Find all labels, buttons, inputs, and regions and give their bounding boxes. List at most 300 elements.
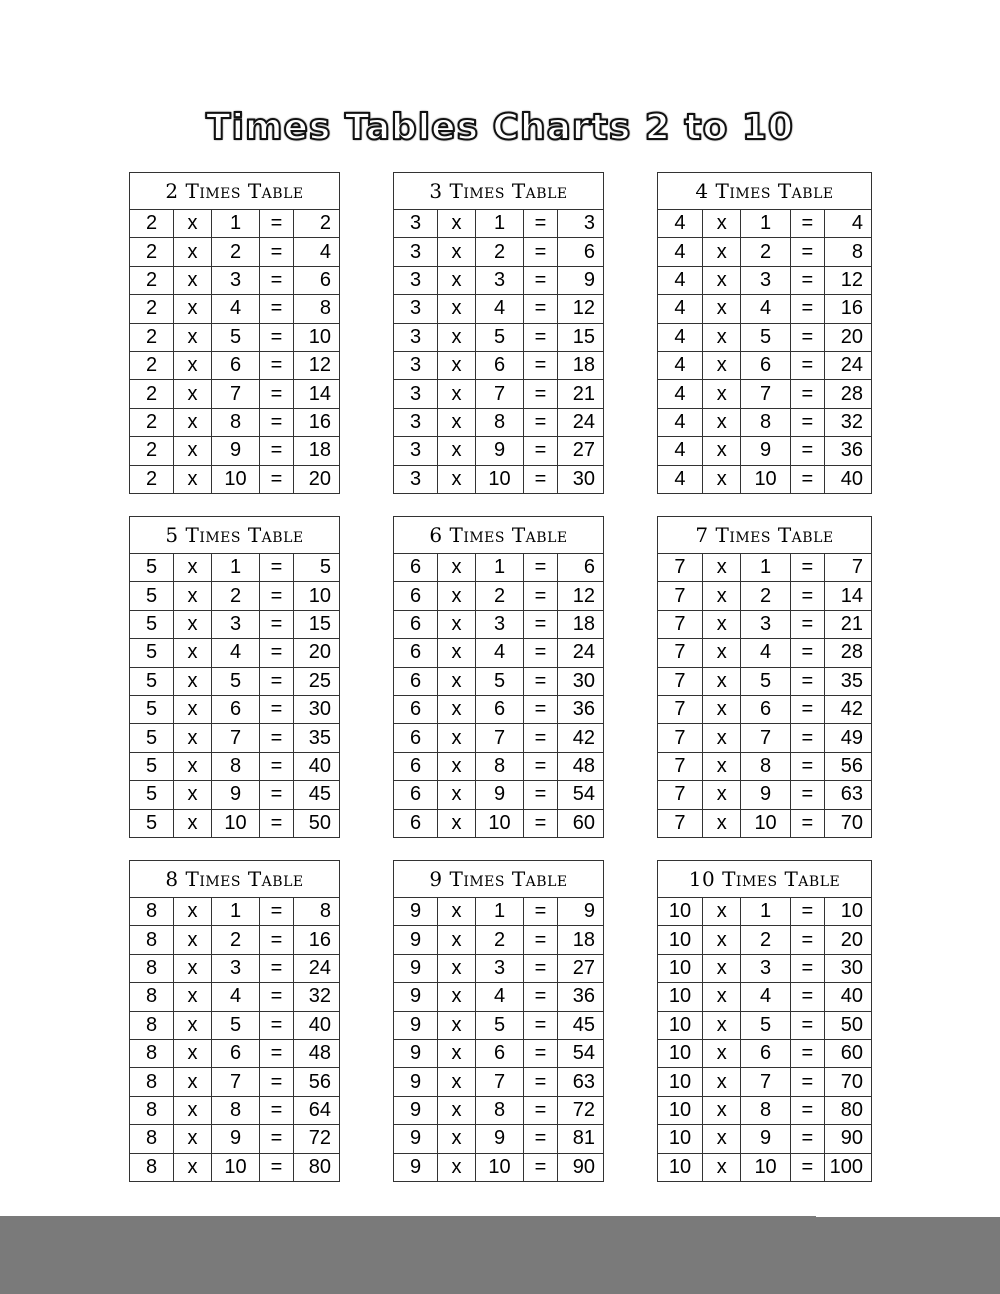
times-sign-cell: x (702, 1096, 741, 1124)
product-cell: 10 (824, 898, 871, 926)
multiplier-cell: 8 (741, 408, 790, 436)
multiplicand-cell: 3 (394, 408, 438, 436)
table-row (394, 809, 604, 837)
equals-sign-cell: = (524, 639, 558, 667)
table-row (394, 210, 604, 238)
equals-sign-cell: = (524, 983, 558, 1011)
multiplicand-cell: 9 (394, 983, 438, 1011)
multiplier-cell: 2 (475, 582, 523, 610)
equals-sign-cell: = (524, 266, 558, 294)
table-title: 4 Times Table (658, 173, 872, 210)
multiplier-cell: 3 (211, 266, 259, 294)
multiplier-cell: 3 (475, 954, 523, 982)
table-row (394, 1153, 604, 1181)
times-sign-cell: x (438, 667, 476, 695)
multiplicand-cell: 2 (130, 408, 174, 436)
times-sign-cell: x (702, 926, 741, 954)
times-sign-cell: x (174, 983, 212, 1011)
table-row (130, 983, 340, 1011)
table-row (394, 238, 604, 266)
equals-sign-cell: = (524, 1153, 558, 1181)
multiplicand-cell: 7 (658, 695, 703, 723)
product-cell: 4 (824, 210, 871, 238)
table-row (394, 724, 604, 752)
product-cell: 30 (824, 954, 871, 982)
product-cell: 63 (824, 781, 871, 809)
table-row (394, 781, 604, 809)
times-sign-cell: x (702, 954, 741, 982)
multiplier-cell: 9 (741, 781, 790, 809)
multiplier-cell: 9 (211, 1125, 259, 1153)
equals-sign-cell: = (790, 639, 824, 667)
product-cell: 21 (824, 610, 871, 638)
product-cell: 48 (293, 1039, 339, 1067)
equals-sign-cell: = (790, 210, 824, 238)
multiplier-cell: 8 (211, 1096, 259, 1124)
table-row (130, 295, 340, 323)
equals-sign-cell: = (790, 752, 824, 780)
multiplier-cell: 6 (741, 351, 790, 379)
times-sign-cell: x (702, 724, 741, 752)
multiplicand-cell: 5 (130, 554, 174, 582)
table-row (658, 781, 872, 809)
table-row (130, 667, 340, 695)
table-title: 8 Times Table (130, 861, 340, 898)
multiplicand-cell: 9 (394, 1096, 438, 1124)
times-sign-cell: x (702, 1039, 741, 1067)
equals-sign-cell: = (790, 1096, 824, 1124)
table-row (130, 898, 340, 926)
table-row (130, 465, 340, 493)
equals-sign-cell: = (524, 238, 558, 266)
multiplicand-cell: 7 (658, 610, 703, 638)
equals-sign-cell: = (524, 781, 558, 809)
table-row (658, 238, 872, 266)
product-cell: 8 (293, 898, 339, 926)
times-sign-cell: x (702, 898, 741, 926)
multiplier-cell: 2 (211, 238, 259, 266)
table-row (394, 1125, 604, 1153)
multiplier-cell: 4 (475, 295, 523, 323)
table-row (658, 610, 872, 638)
table-row (658, 667, 872, 695)
equals-sign-cell: = (260, 695, 294, 723)
table-row (394, 926, 604, 954)
multiplicand-cell: 4 (658, 351, 703, 379)
times-sign-cell: x (702, 1125, 741, 1153)
multiplier-cell: 7 (211, 1068, 259, 1096)
product-cell: 60 (557, 809, 603, 837)
multiplicand-cell: 6 (394, 781, 438, 809)
multiplier-cell: 5 (211, 667, 259, 695)
equals-sign-cell: = (260, 554, 294, 582)
multiplicand-cell: 10 (658, 1153, 703, 1181)
multiplier-cell: 3 (741, 954, 790, 982)
multiplicand-cell: 2 (130, 437, 174, 465)
table-row (394, 610, 604, 638)
times-sign-cell: x (174, 724, 212, 752)
multiplicand-cell: 10 (658, 1096, 703, 1124)
table-row (130, 954, 340, 982)
equals-sign-cell: = (524, 724, 558, 752)
multiplicand-cell: 4 (658, 323, 703, 351)
multiplicand-cell: 6 (394, 582, 438, 610)
times-sign-cell: x (174, 1039, 212, 1067)
times-sign-cell: x (174, 437, 212, 465)
times-sign-cell: x (438, 437, 476, 465)
table-row (658, 380, 872, 408)
multiplier-cell: 10 (211, 465, 259, 493)
multiplier-cell: 8 (741, 1096, 790, 1124)
multiplier-cell: 7 (211, 380, 259, 408)
multiplicand-cell: 6 (394, 639, 438, 667)
multiplier-cell: 4 (741, 295, 790, 323)
times-sign-cell: x (702, 639, 741, 667)
table-row (658, 295, 872, 323)
times-sign-cell: x (438, 752, 476, 780)
equals-sign-cell: = (524, 582, 558, 610)
multiplier-cell: 10 (475, 465, 523, 493)
equals-sign-cell: = (524, 752, 558, 780)
multiplier-cell: 10 (741, 1153, 790, 1181)
multiplier-cell: 5 (475, 323, 523, 351)
product-cell: 16 (824, 295, 871, 323)
times-sign-cell: x (174, 1068, 212, 1096)
table-row (394, 408, 604, 436)
multiplier-cell: 1 (741, 898, 790, 926)
equals-sign-cell: = (260, 667, 294, 695)
equals-sign-cell: = (790, 1125, 824, 1153)
table-row (130, 437, 340, 465)
multiplicand-cell: 4 (658, 266, 703, 294)
footer-bar (0, 1216, 1000, 1294)
table-row (394, 465, 604, 493)
multiplier-cell: 6 (211, 351, 259, 379)
multiplicand-cell: 10 (658, 1068, 703, 1096)
product-cell: 12 (293, 351, 339, 379)
times-sign-cell: x (702, 408, 741, 436)
multiplicand-cell: 4 (658, 465, 703, 493)
product-cell: 12 (557, 295, 603, 323)
table-row (130, 266, 340, 294)
product-cell: 72 (293, 1125, 339, 1153)
equals-sign-cell: = (790, 610, 824, 638)
times-sign-cell: x (438, 639, 476, 667)
multiplicand-cell: 3 (394, 380, 438, 408)
times-sign-cell: x (438, 408, 476, 436)
equals-sign-cell: = (790, 437, 824, 465)
product-cell: 27 (557, 437, 603, 465)
times-sign-cell: x (438, 238, 476, 266)
multiplicand-cell: 8 (130, 954, 174, 982)
multiplicand-cell: 3 (394, 323, 438, 351)
multiplicand-cell: 9 (394, 1125, 438, 1153)
product-cell: 81 (557, 1125, 603, 1153)
times-sign-cell: x (702, 437, 741, 465)
multiplicand-cell: 5 (130, 752, 174, 780)
multiplier-cell: 4 (475, 983, 523, 1011)
equals-sign-cell: = (260, 610, 294, 638)
multiplicand-cell: 9 (394, 954, 438, 982)
equals-sign-cell: = (790, 1039, 824, 1067)
multiplier-cell: 2 (211, 926, 259, 954)
times-sign-cell: x (174, 1011, 212, 1039)
equals-sign-cell: = (260, 983, 294, 1011)
times-sign-cell: x (702, 809, 741, 837)
equals-sign-cell: = (790, 724, 824, 752)
product-cell: 2 (293, 210, 339, 238)
table-row (658, 351, 872, 379)
equals-sign-cell: = (524, 926, 558, 954)
multiplier-cell: 10 (741, 809, 790, 837)
product-cell: 12 (557, 582, 603, 610)
table-row (658, 266, 872, 294)
product-cell: 60 (824, 1039, 871, 1067)
times-sign-cell: x (174, 582, 212, 610)
multiplier-cell: 7 (475, 1068, 523, 1096)
table-row (130, 408, 340, 436)
product-cell: 5 (293, 554, 339, 582)
multiplicand-cell: 2 (130, 295, 174, 323)
equals-sign-cell: = (524, 809, 558, 837)
multiplier-cell: 1 (741, 210, 790, 238)
table-row (130, 1068, 340, 1096)
equals-sign-cell: = (524, 1011, 558, 1039)
product-cell: 6 (293, 266, 339, 294)
multiplicand-cell: 5 (130, 582, 174, 610)
times-table (657, 860, 872, 1182)
equals-sign-cell: = (524, 610, 558, 638)
multiplier-cell: 3 (211, 610, 259, 638)
multiplicand-cell: 6 (394, 752, 438, 780)
table-row (394, 1039, 604, 1067)
times-sign-cell: x (174, 210, 212, 238)
multiplier-cell: 4 (741, 639, 790, 667)
product-cell: 18 (557, 610, 603, 638)
product-cell: 24 (824, 351, 871, 379)
table-row (130, 582, 340, 610)
multiplicand-cell: 8 (130, 1125, 174, 1153)
table-row (658, 926, 872, 954)
equals-sign-cell: = (524, 380, 558, 408)
times-table (129, 172, 340, 494)
multiplicand-cell: 3 (394, 465, 438, 493)
equals-sign-cell: = (524, 554, 558, 582)
times-sign-cell: x (438, 351, 476, 379)
times-sign-cell: x (702, 465, 741, 493)
multiplier-cell: 2 (211, 582, 259, 610)
table-row (658, 898, 872, 926)
multiplicand-cell: 6 (394, 610, 438, 638)
multiplier-cell: 10 (211, 1153, 259, 1181)
times-sign-cell: x (174, 639, 212, 667)
product-cell: 64 (293, 1096, 339, 1124)
multiplier-cell: 10 (475, 1153, 523, 1181)
multiplier-cell: 6 (211, 695, 259, 723)
product-cell: 30 (557, 465, 603, 493)
multiplier-cell: 9 (475, 781, 523, 809)
product-cell: 10 (293, 582, 339, 610)
equals-sign-cell: = (260, 781, 294, 809)
times-sign-cell: x (702, 781, 741, 809)
times-sign-cell: x (438, 610, 476, 638)
tables-grid (129, 172, 872, 1182)
table-row (658, 639, 872, 667)
product-cell: 4 (293, 238, 339, 266)
product-cell: 32 (824, 408, 871, 436)
times-sign-cell: x (438, 954, 476, 982)
multiplier-cell: 4 (475, 639, 523, 667)
multiplier-cell: 10 (475, 809, 523, 837)
multiplicand-cell: 7 (658, 724, 703, 752)
product-cell: 36 (824, 437, 871, 465)
product-cell: 28 (824, 380, 871, 408)
multiplicand-cell: 10 (658, 926, 703, 954)
product-cell: 42 (557, 724, 603, 752)
equals-sign-cell: = (260, 380, 294, 408)
times-sign-cell: x (702, 1068, 741, 1096)
equals-sign-cell: = (790, 351, 824, 379)
table-row (658, 1039, 872, 1067)
equals-sign-cell: = (260, 898, 294, 926)
table-row (658, 582, 872, 610)
multiplier-cell: 5 (211, 323, 259, 351)
multiplier-cell: 10 (211, 809, 259, 837)
table-row (130, 926, 340, 954)
multiplicand-cell: 5 (130, 781, 174, 809)
times-table (657, 516, 872, 838)
multiplicand-cell: 4 (658, 380, 703, 408)
table-row (394, 954, 604, 982)
table-row (658, 1068, 872, 1096)
table-row (394, 639, 604, 667)
table-row (394, 323, 604, 351)
multiplier-cell: 4 (211, 639, 259, 667)
multiplicand-cell: 10 (658, 983, 703, 1011)
product-cell: 36 (557, 695, 603, 723)
multiplicand-cell: 2 (130, 380, 174, 408)
table-row (130, 323, 340, 351)
product-cell: 42 (824, 695, 871, 723)
table-row (658, 695, 872, 723)
multiplier-cell: 6 (475, 695, 523, 723)
equals-sign-cell: = (790, 926, 824, 954)
equals-sign-cell: = (790, 1153, 824, 1181)
times-sign-cell: x (702, 582, 741, 610)
product-cell: 35 (824, 667, 871, 695)
times-sign-cell: x (174, 465, 212, 493)
product-cell: 9 (557, 898, 603, 926)
multiplier-cell: 6 (741, 695, 790, 723)
multiplier-cell: 5 (475, 1011, 523, 1039)
product-cell: 28 (824, 639, 871, 667)
product-cell: 15 (293, 610, 339, 638)
equals-sign-cell: = (260, 238, 294, 266)
times-sign-cell: x (174, 809, 212, 837)
multiplier-cell: 8 (475, 752, 523, 780)
multiplier-cell: 8 (475, 408, 523, 436)
times-sign-cell: x (438, 926, 476, 954)
multiplier-cell: 3 (211, 954, 259, 982)
equals-sign-cell: = (524, 1068, 558, 1096)
multiplier-cell: 8 (211, 752, 259, 780)
multiplier-cell: 6 (211, 1039, 259, 1067)
product-cell: 10 (293, 323, 339, 351)
equals-sign-cell: = (260, 1125, 294, 1153)
equals-sign-cell: = (260, 582, 294, 610)
equals-sign-cell: = (260, 351, 294, 379)
multiplicand-cell: 3 (394, 351, 438, 379)
multiplicand-cell: 5 (130, 809, 174, 837)
times-table (129, 860, 340, 1182)
table-title: 2 Times Table (130, 173, 340, 210)
multiplicand-cell: 8 (130, 898, 174, 926)
equals-sign-cell: = (260, 266, 294, 294)
times-sign-cell: x (174, 351, 212, 379)
multiplicand-cell: 10 (658, 1011, 703, 1039)
multiplicand-cell: 2 (130, 266, 174, 294)
multiplier-cell: 10 (741, 465, 790, 493)
multiplier-cell: 1 (741, 554, 790, 582)
table-title: 9 Times Table (394, 861, 604, 898)
times-sign-cell: x (702, 1153, 741, 1181)
equals-sign-cell: = (524, 1039, 558, 1067)
equals-sign-cell: = (260, 752, 294, 780)
multiplier-cell: 9 (211, 437, 259, 465)
equals-sign-cell: = (790, 323, 824, 351)
multiplicand-cell: 6 (394, 724, 438, 752)
product-cell: 72 (557, 1096, 603, 1124)
product-cell: 32 (293, 983, 339, 1011)
equals-sign-cell: = (790, 667, 824, 695)
product-cell: 70 (824, 809, 871, 837)
product-cell: 63 (557, 1068, 603, 1096)
product-cell: 54 (557, 1039, 603, 1067)
product-cell: 8 (293, 295, 339, 323)
table-row (130, 752, 340, 780)
table-row (394, 380, 604, 408)
times-sign-cell: x (438, 983, 476, 1011)
equals-sign-cell: = (260, 1096, 294, 1124)
product-cell: 45 (293, 781, 339, 809)
times-sign-cell: x (174, 554, 212, 582)
multiplicand-cell: 2 (130, 210, 174, 238)
product-cell: 20 (293, 465, 339, 493)
table-row (130, 809, 340, 837)
times-sign-cell: x (702, 983, 741, 1011)
table-row (394, 983, 604, 1011)
product-cell: 3 (557, 210, 603, 238)
equals-sign-cell: = (790, 465, 824, 493)
product-cell: 90 (824, 1125, 871, 1153)
times-sign-cell: x (438, 295, 476, 323)
equals-sign-cell: = (524, 954, 558, 982)
product-cell: 18 (557, 351, 603, 379)
equals-sign-cell: = (524, 437, 558, 465)
times-table (129, 516, 340, 838)
product-cell: 16 (293, 926, 339, 954)
times-sign-cell: x (438, 898, 476, 926)
equals-sign-cell: = (260, 724, 294, 752)
equals-sign-cell: = (260, 323, 294, 351)
equals-sign-cell: = (260, 926, 294, 954)
table-row (394, 1068, 604, 1096)
multiplicand-cell: 2 (130, 238, 174, 266)
times-sign-cell: x (438, 724, 476, 752)
multiplicand-cell: 7 (658, 639, 703, 667)
times-sign-cell: x (438, 1039, 476, 1067)
multiplier-cell: 1 (475, 554, 523, 582)
